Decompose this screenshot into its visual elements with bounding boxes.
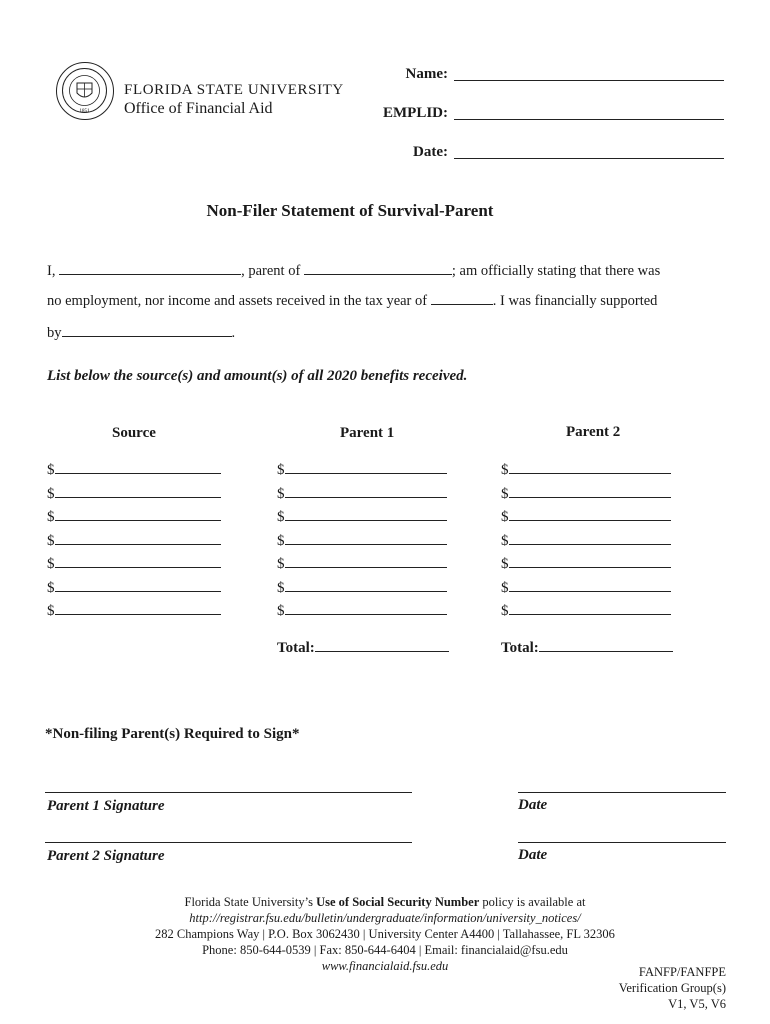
- parent2-amount-field[interactable]: [509, 508, 671, 521]
- parent2-signature-label: Parent 2 Signature: [47, 848, 165, 864]
- parent1-amount-field[interactable]: [285, 532, 447, 545]
- supported-by-field[interactable]: [62, 324, 232, 337]
- currency-sign: $: [501, 579, 509, 596]
- name-label: Name:: [405, 66, 448, 82]
- footer-address: 282 Champions Way | P.O. Box 3062430 | University Center A4400 | Tallahassee, FL 32306: [155, 927, 615, 941]
- statement-line-2: no employment, nor income and assets received in the tax year of . I was financially supported: [47, 293, 658, 309]
- name-field[interactable]: [454, 80, 724, 81]
- university-seal: [56, 62, 114, 120]
- parent1-row-1: [277, 461, 447, 479]
- source-amount-field[interactable]: [55, 508, 221, 521]
- currency-sign: $: [47, 509, 55, 525]
- date-label: Date:: [413, 144, 448, 160]
- parent1-amount-field[interactable]: [285, 461, 447, 474]
- parent2-row-2: [501, 485, 671, 503]
- source-amount-field[interactable]: [55, 555, 221, 568]
- footer-contact: Phone: 850-644-0539 | Fax: 850-644-6404 | Email: financialaid@fsu.edu: [202, 943, 568, 957]
- parent1-row-7: [277, 602, 447, 620]
- parent2-row-1: [501, 461, 671, 479]
- footer-website[interactable]: www.financialaid.fsu.edu: [321, 959, 449, 973]
- parent2-row-3: [501, 508, 671, 526]
- parent2-amount-field[interactable]: [509, 485, 671, 498]
- source-row-4: [47, 532, 221, 550]
- parent1-row-5: [277, 555, 447, 573]
- parent1-row-4: [277, 532, 447, 550]
- form-title: Non-Filer Statement of Survival-Parent: [206, 201, 494, 220]
- parent1-total: Total:: [277, 639, 449, 657]
- statement-line-3: by .: [47, 325, 236, 341]
- parent1-signature-label: Parent 1 Signature: [47, 798, 165, 814]
- parent2-total-field[interactable]: [539, 639, 673, 652]
- parent-name-field[interactable]: [59, 262, 241, 275]
- parent1-amount-field[interactable]: [285, 555, 447, 568]
- parent2-amount-field[interactable]: [509, 532, 671, 545]
- emplid-field[interactable]: [454, 119, 724, 120]
- column-header-parent1: Parent 1: [340, 425, 395, 441]
- sign-heading: *Non-filing Parent(s) Required to Sign*: [45, 726, 300, 742]
- source-row-1: [47, 461, 221, 479]
- parent1-amount-field[interactable]: [285, 602, 447, 615]
- currency-sign: $: [501, 485, 509, 502]
- currency-sign: $: [47, 579, 55, 596]
- source-amount-field[interactable]: [55, 579, 221, 592]
- parent1-signature-field[interactable]: [45, 792, 412, 793]
- parent2-total: Total:: [501, 639, 673, 657]
- parent2-date-field[interactable]: [518, 842, 726, 843]
- source-row-2: [47, 485, 221, 503]
- parent2-row-5: [501, 555, 671, 573]
- student-name-field[interactable]: [304, 262, 452, 275]
- verification-group: Verification Group(s): [618, 981, 726, 995]
- parent2-amount-field[interactable]: [509, 602, 671, 615]
- currency-sign: $: [277, 485, 285, 502]
- currency-sign: $: [277, 579, 285, 596]
- parent2-amount-field[interactable]: [509, 461, 671, 474]
- parent1-amount-field[interactable]: [285, 579, 447, 592]
- footer: [0, 894, 770, 974]
- source-row-7: [47, 602, 221, 620]
- currency-sign: $: [47, 462, 55, 478]
- currency-sign: $: [47, 485, 55, 502]
- currency-sign: $: [501, 462, 509, 478]
- currency-sign: $: [47, 556, 55, 572]
- parent2-date-label: Date: [518, 847, 548, 863]
- date-field[interactable]: [454, 158, 724, 159]
- currency-sign: $: [501, 556, 509, 572]
- source-amount-field[interactable]: [55, 461, 221, 474]
- parent1-date-field[interactable]: [518, 792, 726, 793]
- parent1-row-2: [277, 485, 447, 503]
- footer-policy: Florida State University’s Use of Social Security Number policy is available at: [184, 895, 586, 909]
- parent1-date-label: Date: [518, 797, 548, 813]
- currency-sign: $: [277, 509, 285, 525]
- source-row-5: [47, 555, 221, 573]
- statement-line-1: I, , parent of ; am officially stating that there was: [47, 263, 661, 279]
- currency-sign: $: [501, 509, 509, 525]
- tax-year-field[interactable]: [431, 292, 493, 305]
- currency-sign: $: [501, 532, 509, 549]
- currency-sign: $: [501, 603, 509, 619]
- parent2-amount-field[interactable]: [509, 555, 671, 568]
- parent1-amount-field[interactable]: [285, 508, 447, 521]
- source-row-3: [47, 508, 221, 526]
- parent1-row-6: [277, 579, 447, 597]
- source-row-6: [47, 579, 221, 597]
- column-header-parent2: Parent 2: [566, 424, 621, 440]
- parent2-amount-field[interactable]: [509, 579, 671, 592]
- currency-sign: $: [47, 532, 55, 549]
- emplid-label: EMPLID:: [383, 105, 448, 121]
- instruction-text: List below the source(s) and amount(s) of all 2020 benefits received.: [47, 368, 468, 384]
- verification-versions: V1, V5, V6: [668, 997, 726, 1011]
- parent2-row-7: [501, 602, 671, 620]
- source-amount-field[interactable]: [55, 485, 221, 498]
- parent1-amount-field[interactable]: [285, 485, 447, 498]
- column-header-source: Source: [112, 425, 156, 441]
- currency-sign: $: [277, 532, 285, 549]
- form-codes: [619, 964, 726, 1012]
- parent1-row-3: [277, 508, 447, 526]
- parent2-signature-field[interactable]: [45, 842, 412, 843]
- university-name: FLORIDA STATE UNIVERSITY: [124, 82, 344, 98]
- source-amount-field[interactable]: [55, 532, 221, 545]
- currency-sign: $: [47, 603, 55, 619]
- currency-sign: $: [277, 556, 285, 572]
- parent1-total-field[interactable]: [315, 639, 449, 652]
- source-amount-field[interactable]: [55, 602, 221, 615]
- parent2-row-6: [501, 579, 671, 597]
- currency-sign: $: [277, 462, 285, 478]
- seal-year: 1851: [79, 109, 90, 114]
- footer-notices-url[interactable]: http://registrar.fsu.edu/bulletin/undergraduate/information/university_notices/: [189, 911, 581, 925]
- form-code: FANFP/FANFPE: [638, 965, 726, 979]
- parent2-row-4: [501, 532, 671, 550]
- currency-sign: $: [277, 603, 285, 619]
- office-name: Office of Financial Aid: [124, 100, 273, 117]
